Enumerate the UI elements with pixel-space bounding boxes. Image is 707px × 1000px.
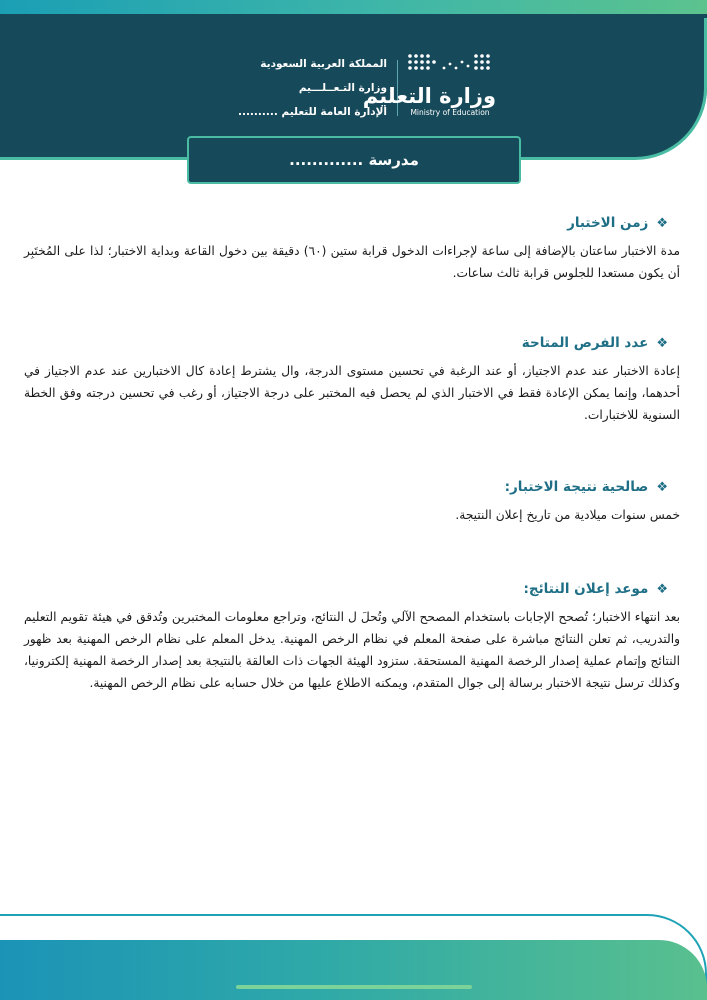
directorate-name: الإدارة العامة للتعليم .......... xyxy=(237,106,387,118)
diamond-bullet-icon: ❖ xyxy=(656,335,668,351)
section-heading-text: زمن الاختبار xyxy=(567,215,649,231)
document-content xyxy=(24,208,680,694)
school-name-box xyxy=(187,136,521,184)
logo-arabic-text: وزارة التعليم xyxy=(362,84,496,108)
diamond-bullet-icon: ❖ xyxy=(656,581,668,597)
section-result-validity xyxy=(24,472,680,526)
section-heading xyxy=(24,574,680,604)
section-body: مدة الاختبار ساعتان بالإضافة إلى ساعة لإجراءات الدخول قرابة ستين (٦٠) دقيقة بين دخول القاعة وبداية الاختبار؛ لذا على المُختَبِر أن يكون مستعدا للجلوس قرابة ثالث ساعات. xyxy=(24,244,680,280)
footer-band xyxy=(0,940,707,1000)
school-name: مدرسة ............. xyxy=(289,151,419,169)
section-body: بعد انتهاء الاختبار؛ تُصحح الإجابات باستخدام المصحح الآلي وتُحلَ ل النتائج، وتراجع معلومات المختبرين وتُدقق في هيئة تقويم التعليم والتدريب، ثم تعلن النتائج مباشرة على صفحة المعلم في نظام الرخص المهنية. يدخل المعلم على نظام الرخص المهنية بعد ظهور النتائج وإتمام عملية إصدار الرخصة المهنية المستحقة. ستزود الهيئة الجهات ذات العالقة بالنتيجة بعد إصدار الرخصة المهنية إلكترونيا، وكذلك ترسل نتيجة الاختبار برسالة إلى جوال المتقدم، ويمكنه الاطلاع عليها من خلال حسابه على نظام الرخص المهنية. xyxy=(24,610,680,690)
section-heading-text: عدد الفرص المتاحة xyxy=(521,335,649,351)
section-heading xyxy=(24,328,680,358)
section-results-announcement xyxy=(24,574,680,694)
section-heading-text: صالحية نتيجة الاختبار: xyxy=(504,479,649,495)
country-name: المملكة العربية السعودية xyxy=(260,58,387,70)
section-body: خمس سنوات ميلادية من تاريخ إعلان النتيجة. xyxy=(455,508,680,522)
section-heading-text: موعد إعلان النتائج: xyxy=(523,581,649,597)
government-lines xyxy=(197,52,387,124)
section-attempts xyxy=(24,328,680,426)
section-exam-duration xyxy=(24,208,680,284)
logo-english-text: Ministry of Education xyxy=(410,108,490,117)
diamond-bullet-icon: ❖ xyxy=(656,215,668,231)
section-body: إعادة الاختبار عند عدم الاجتياز، أو عند الرغبة في تحسين مستوى الدرجة، وال يشترط إعادة كال الاختبارين عند عدم الاجتياز في أحدهما، وإنما يمكن الإعادة فقط في الاختبار الذي لم يحصل فيه المختبر على درجة الاجتياز، أو رغب في تحسين درجته وفق الخطة السنوية للاختبارات. xyxy=(24,364,680,422)
ministry-name: وزارة التـعــلـــيم xyxy=(298,82,387,94)
section-heading xyxy=(24,472,680,502)
diamond-bullet-icon: ❖ xyxy=(656,479,668,495)
section-heading xyxy=(24,208,680,238)
footer-highlight-bar xyxy=(236,985,472,989)
